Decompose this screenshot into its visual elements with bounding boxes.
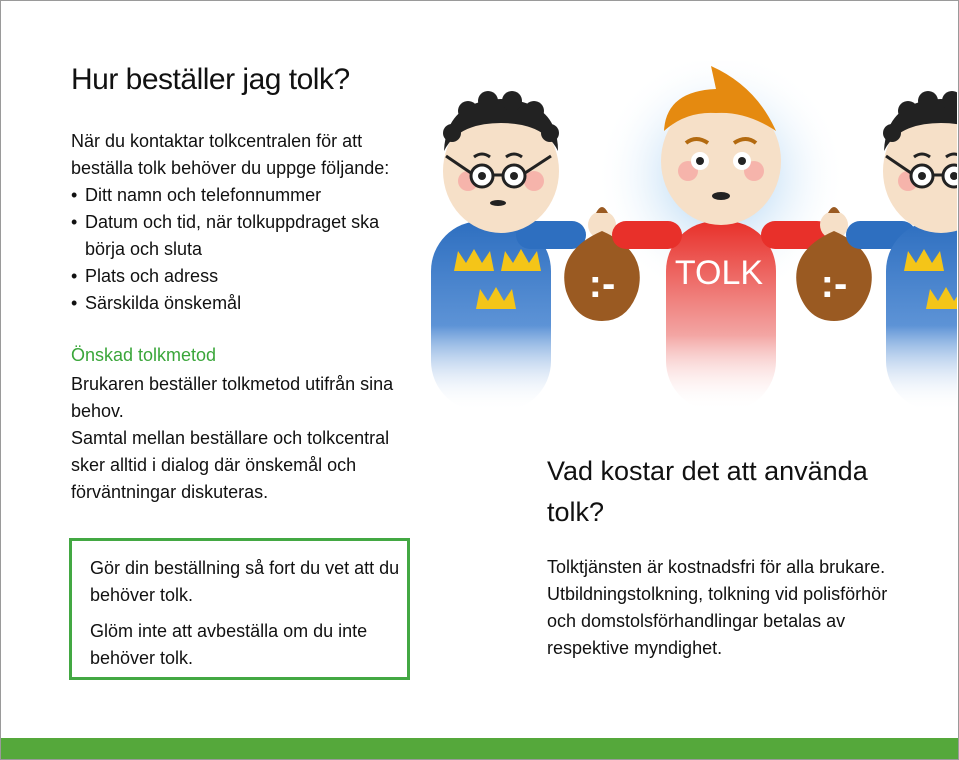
shirt-label: TOLK	[674, 254, 764, 292]
right-bag-symbol: :-	[820, 262, 848, 306]
cost-paragraph: Utbildningstolkning, tolkning vid polisförhör och domstolsförhandlingar betalas av respektive myndighet.	[547, 584, 888, 658]
page-title: Hur beställer jag tolk?	[71, 63, 350, 96]
left-bag-symbol: :-	[588, 262, 616, 306]
method-paragraph: Brukaren beställer tolkmetod utifrån sina behov.	[71, 374, 394, 421]
list-item: • Ditt namn och telefonnummer	[71, 182, 411, 209]
method-title: Önskad tolkmetod	[71, 345, 217, 365]
middle-figure-body	[666, 221, 776, 411]
method-paragraph: Samtal mellan beställare och tolkcentral sker alltid i dialog där önskemål och förväntningar diskuteras.	[71, 428, 390, 502]
interpreter-illustration	[416, 61, 957, 411]
right-figure	[846, 91, 957, 411]
notice-line: Glöm inte att avbeställa om du inte behöver tolk.	[90, 621, 368, 668]
cost-title: Vad kostar det att använda tolk?	[547, 456, 868, 527]
list-item: • Särskilda önskemål	[71, 290, 411, 317]
list-item: • Datum och tid, när tolkuppdraget ska börja och sluta	[71, 209, 411, 263]
cost-body	[547, 554, 907, 662]
intro-text: När du kontaktar tolkcentralen för att beställa tolk behöver du uppge följande:	[71, 131, 390, 178]
notice-line: Gör din beställning så fort du vet att du behöver tolk.	[90, 558, 400, 605]
middle-figure-arm-left	[612, 221, 682, 249]
list-item: • Plats och adress	[71, 263, 411, 290]
right-figure-body	[886, 221, 957, 411]
footer-bar	[1, 738, 958, 759]
cost-paragraph: Tolktjänsten är kostnadsfri för alla brukare.	[547, 557, 886, 577]
method-body	[71, 371, 421, 506]
left-figure	[431, 91, 586, 411]
requirements-list	[71, 182, 411, 317]
left-figure-body	[431, 221, 551, 411]
notice-box	[69, 538, 410, 680]
